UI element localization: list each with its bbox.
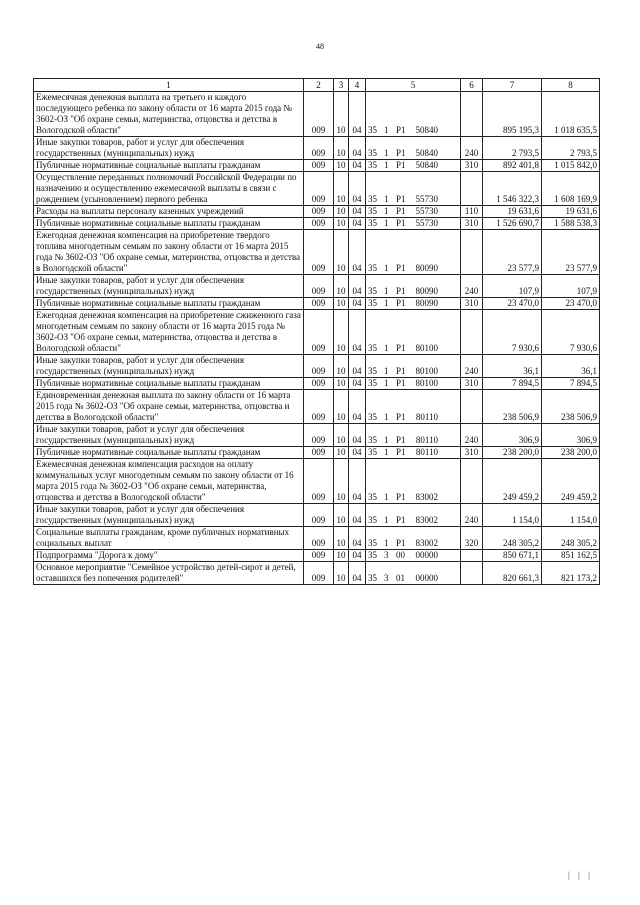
- amount-year2-cell: 821 173,2: [542, 562, 600, 585]
- expense-type-cell: 320: [461, 527, 483, 550]
- admin-code-cell: 009: [304, 562, 334, 585]
- admin-code-cell: 009: [304, 355, 334, 378]
- target-article-part: 1: [384, 435, 389, 445]
- admin-code-cell: 009: [304, 550, 334, 562]
- subsection-code-cell: 04: [349, 424, 366, 447]
- section-code-cell: 10: [334, 447, 349, 459]
- target-article-cell: [366, 298, 461, 310]
- expense-type-cell: [461, 92, 483, 137]
- target-article-part: Р1: [396, 447, 406, 457]
- target-article-part: 35: [368, 263, 377, 273]
- row-name-cell: Публичные нормативные социальные выплаты гражданам: [34, 160, 304, 172]
- target-article-part: 35: [368, 148, 377, 158]
- section-code-cell: 10: [334, 230, 349, 275]
- amount-year1-cell: 1 526 690,7: [483, 218, 542, 230]
- target-article-part: 3: [384, 573, 389, 583]
- expense-type-cell: 310: [461, 218, 483, 230]
- amount-year1-cell: 107,9: [483, 275, 542, 298]
- section-code-cell: 10: [334, 355, 349, 378]
- subsection-code-cell: 04: [349, 550, 366, 562]
- section-code-cell: 10: [334, 390, 349, 424]
- target-article-part: 35: [368, 343, 377, 353]
- subsection-code-cell: 04: [349, 92, 366, 137]
- target-article-part: 80100: [415, 343, 438, 353]
- target-article-part: 3: [384, 550, 389, 560]
- target-article-part: 35: [368, 218, 377, 228]
- section-code-cell: 10: [334, 218, 349, 230]
- target-article-part: 83002: [415, 538, 438, 548]
- header-cell: 2: [304, 79, 334, 92]
- admin-code-cell: 009: [304, 527, 334, 550]
- expense-type-cell: 240: [461, 137, 483, 160]
- admin-code-cell: 009: [304, 298, 334, 310]
- table-row: [34, 447, 600, 459]
- amount-year1-cell: 892 401,8: [483, 160, 542, 172]
- row-name-cell: Иные закупки товаров, работ и услуг для обеспечения государственных (муниципальных) нужд: [34, 275, 304, 298]
- target-article-part: 35: [368, 435, 377, 445]
- table-row: [34, 527, 600, 550]
- subsection-code-cell: 04: [349, 447, 366, 459]
- target-article-part: 55730: [415, 206, 438, 216]
- target-article-part: 80110: [415, 412, 438, 422]
- target-article-part: Р1: [396, 125, 406, 135]
- amount-year2-cell: 7 894,5: [542, 378, 600, 390]
- target-article-part: 80090: [415, 286, 438, 296]
- row-name-cell: Иные закупки товаров, работ и услуг для обеспечения государственных (муниципальных) нужд: [34, 424, 304, 447]
- section-code-cell: 10: [334, 92, 349, 137]
- expense-type-cell: 240: [461, 424, 483, 447]
- target-article-part: 50840: [415, 160, 438, 170]
- table-row: [34, 137, 600, 160]
- amount-year2-cell: 238 200,0: [542, 447, 600, 459]
- amount-year1-cell: 1 154,0: [483, 504, 542, 527]
- amount-year2-cell: 36,1: [542, 355, 600, 378]
- row-name-cell: Публичные нормативные социальные выплаты гражданам: [34, 218, 304, 230]
- section-code-cell: 10: [334, 310, 349, 355]
- amount-year2-cell: 1 588 538,3: [542, 218, 600, 230]
- target-article-part: Р1: [396, 435, 406, 445]
- row-name-cell: Иные закупки товаров, работ и услуг для обеспечения государственных (муниципальных) нужд: [34, 355, 304, 378]
- table-row: [34, 218, 600, 230]
- amount-year1-cell: 895 195,3: [483, 92, 542, 137]
- amount-year2-cell: 248 305,2: [542, 527, 600, 550]
- section-code-cell: 10: [334, 378, 349, 390]
- target-article-part: Р1: [396, 515, 406, 525]
- header-cell: 5: [366, 79, 461, 92]
- target-article-part: 1: [384, 343, 389, 353]
- target-article-part: 1: [384, 194, 389, 204]
- subsection-code-cell: 04: [349, 172, 366, 206]
- expense-type-cell: 310: [461, 447, 483, 459]
- target-article-part: 55730: [415, 194, 438, 204]
- table-row: [34, 424, 600, 447]
- amount-year1-cell: 238 506,9: [483, 390, 542, 424]
- table-row: [34, 504, 600, 527]
- target-article-part: 35: [368, 366, 377, 376]
- table-row: [34, 459, 600, 504]
- target-article-part: 35: [368, 550, 377, 560]
- section-code-cell: 10: [334, 562, 349, 585]
- subsection-code-cell: 04: [349, 504, 366, 527]
- header-cell: 3: [334, 79, 349, 92]
- expense-type-cell: 310: [461, 160, 483, 172]
- target-article-part: Р1: [396, 263, 406, 273]
- subsection-code-cell: 04: [349, 275, 366, 298]
- target-article-part: 00000: [415, 550, 438, 560]
- expense-type-cell: [461, 172, 483, 206]
- target-article-cell: [366, 137, 461, 160]
- admin-code-cell: 009: [304, 206, 334, 218]
- section-code-cell: 10: [334, 550, 349, 562]
- amount-year1-cell: 1 546 322,3: [483, 172, 542, 206]
- target-article-part: Р1: [396, 286, 406, 296]
- target-article-part: 01: [396, 573, 405, 583]
- target-article-part: 80110: [415, 447, 438, 457]
- amount-year2-cell: 238 506,9: [542, 390, 600, 424]
- target-article-part: 35: [368, 160, 377, 170]
- section-code-cell: 10: [334, 206, 349, 218]
- expense-type-cell: 240: [461, 275, 483, 298]
- target-article-part: 1: [384, 125, 389, 135]
- target-article-part: Р1: [396, 366, 406, 376]
- table-body: [34, 92, 600, 585]
- subsection-code-cell: 04: [349, 355, 366, 378]
- target-article-part: 80100: [415, 378, 438, 388]
- header-cell: 6: [461, 79, 483, 92]
- target-article-part: 35: [368, 298, 377, 308]
- admin-code-cell: 009: [304, 230, 334, 275]
- target-article-part: 35: [368, 412, 377, 422]
- amount-year2-cell: 1 015 842,0: [542, 160, 600, 172]
- row-name-cell: Публичные нормативные социальные выплаты гражданам: [34, 378, 304, 390]
- subsection-code-cell: 04: [349, 218, 366, 230]
- header-cell: 1: [34, 79, 304, 92]
- target-article-cell: [366, 172, 461, 206]
- target-article-part: 1: [384, 447, 389, 457]
- row-name-cell: Осуществление переданных полномочий Российской Федерации по назначению и осуществлению ежемесячной выплаты в связи с рождением (усыновлением) первого ребенка: [34, 172, 304, 206]
- target-article-part: 00: [396, 550, 405, 560]
- amount-year1-cell: 7 930,6: [483, 310, 542, 355]
- expense-type-cell: 240: [461, 504, 483, 527]
- amount-year1-cell: 2 793,5: [483, 137, 542, 160]
- section-code-cell: 10: [334, 527, 349, 550]
- target-article-part: 50840: [415, 125, 438, 135]
- section-code-cell: 10: [334, 275, 349, 298]
- table-header-row: [34, 79, 600, 92]
- target-article-part: 35: [368, 206, 377, 216]
- amount-year2-cell: 306,9: [542, 424, 600, 447]
- target-article-part: 35: [368, 194, 377, 204]
- amount-year2-cell: 23 577,9: [542, 230, 600, 275]
- amount-year1-cell: 36,1: [483, 355, 542, 378]
- header-cell: 8: [542, 79, 600, 92]
- target-article-cell: [366, 230, 461, 275]
- target-article-part: 1: [384, 298, 389, 308]
- amount-year2-cell: 2 793,5: [542, 137, 600, 160]
- expense-type-cell: 310: [461, 298, 483, 310]
- target-article-cell: [366, 527, 461, 550]
- admin-code-cell: 009: [304, 92, 334, 137]
- target-article-part: 1: [384, 378, 389, 388]
- target-article-part: 80090: [415, 263, 438, 273]
- target-article-part: Р1: [396, 218, 406, 228]
- target-article-part: 80090: [415, 298, 438, 308]
- section-code-cell: 10: [334, 504, 349, 527]
- budget-table: [33, 78, 600, 585]
- amount-year1-cell: 23 470,0: [483, 298, 542, 310]
- target-article-part: Р1: [396, 148, 406, 158]
- admin-code-cell: 009: [304, 218, 334, 230]
- admin-code-cell: 009: [304, 447, 334, 459]
- row-name-cell: Расходы на выплаты персоналу казенных учреждений: [34, 206, 304, 218]
- target-article-cell: [366, 310, 461, 355]
- target-article-part: 35: [368, 447, 377, 457]
- subsection-code-cell: 04: [349, 378, 366, 390]
- table-row: [34, 310, 600, 355]
- admin-code-cell: 009: [304, 310, 334, 355]
- target-article-part: 35: [368, 538, 377, 548]
- subsection-code-cell: 04: [349, 562, 366, 585]
- target-article-part: 35: [368, 378, 377, 388]
- target-article-part: Р1: [396, 160, 406, 170]
- admin-code-cell: 009: [304, 459, 334, 504]
- section-code-cell: 10: [334, 160, 349, 172]
- amount-year2-cell: 23 470,0: [542, 298, 600, 310]
- target-article-cell: [366, 562, 461, 585]
- table-row: [34, 378, 600, 390]
- amount-year1-cell: 850 671,1: [483, 550, 542, 562]
- row-name-cell: Ежегодная денежная компенсация на приобретение сжиженного газа многодетным семьям по закону области от 16 марта 2015 года № 3602-ОЗ "Об охране семьи, материнства, отцовства и детства в Вологодской области": [34, 310, 304, 355]
- target-article-part: 1: [384, 206, 389, 216]
- expense-type-cell: [461, 459, 483, 504]
- target-article-part: 1: [384, 148, 389, 158]
- target-article-part: Р1: [396, 206, 406, 216]
- row-name-cell: Подпрограмма "Дорога к дому": [34, 550, 304, 562]
- subsection-code-cell: 04: [349, 137, 366, 160]
- target-article-cell: [366, 206, 461, 218]
- admin-code-cell: 009: [304, 160, 334, 172]
- amount-year1-cell: 238 200,0: [483, 447, 542, 459]
- table-row: [34, 230, 600, 275]
- target-article-part: 55730: [415, 218, 438, 228]
- target-article-part: 80100: [415, 366, 438, 376]
- target-article-cell: [366, 390, 461, 424]
- header-cell: 4: [349, 79, 366, 92]
- amount-year1-cell: 249 459,2: [483, 459, 542, 504]
- target-article-part: 35: [368, 492, 377, 502]
- table-row: [34, 172, 600, 206]
- table-row: [34, 390, 600, 424]
- target-article-part: Р1: [396, 194, 406, 204]
- target-article-part: Р1: [396, 412, 406, 422]
- admin-code-cell: 009: [304, 378, 334, 390]
- target-article-part: 35: [368, 573, 377, 583]
- amount-year1-cell: 306,9: [483, 424, 542, 447]
- header-cell: 7: [483, 79, 542, 92]
- amount-year2-cell: 1 018 635,5: [542, 92, 600, 137]
- target-article-cell: [366, 504, 461, 527]
- row-name-cell: Публичные нормативные социальные выплаты гражданам: [34, 447, 304, 459]
- target-article-cell: [366, 218, 461, 230]
- expense-type-cell: [461, 562, 483, 585]
- target-article-part: 1: [384, 412, 389, 422]
- admin-code-cell: 009: [304, 275, 334, 298]
- target-article-cell: [366, 424, 461, 447]
- section-code-cell: 10: [334, 172, 349, 206]
- section-code-cell: 10: [334, 459, 349, 504]
- amount-year2-cell: 1 154,0: [542, 504, 600, 527]
- target-article-part: 1: [384, 160, 389, 170]
- target-article-part: Р1: [396, 343, 406, 353]
- table-row: [34, 355, 600, 378]
- target-article-part: 80110: [415, 435, 438, 445]
- target-article-cell: [366, 378, 461, 390]
- target-article-part: 83002: [415, 515, 438, 525]
- table-row: [34, 550, 600, 562]
- row-name-cell: Ежемесячная денежная компенсация расходов на оплату коммунальных услуг многодетным семьям по закону области от 16 марта 2015 года № 3602-ОЗ "Об охране семьи, материнства, отцовства и детства в Вологодской области": [34, 459, 304, 504]
- target-article-part: 35: [368, 286, 377, 296]
- amount-year2-cell: 1 608 169,9: [542, 172, 600, 206]
- subsection-code-cell: 04: [349, 206, 366, 218]
- amount-year2-cell: 107,9: [542, 275, 600, 298]
- row-name-cell: Ежемесячная денежная выплата на третьего и каждого последующего ребенка по закону области от 16 марта 2015 года № 3602-ОЗ "Об охране семьи, материнства, отцовства и детства в Вологодской области": [34, 92, 304, 137]
- target-article-part: Р1: [396, 538, 406, 548]
- subsection-code-cell: 04: [349, 459, 366, 504]
- amount-year1-cell: 820 661,3: [483, 562, 542, 585]
- expense-type-cell: 310: [461, 378, 483, 390]
- table-row: [34, 92, 600, 137]
- row-name-cell: Единовременная денежная выплата по закону области от 16 марта 2015 года № 3602-ОЗ "Об охране семьи, материнства, отцовства и детства в Вологодской области": [34, 390, 304, 424]
- target-article-part: 1: [384, 492, 389, 502]
- target-article-cell: [366, 459, 461, 504]
- amount-year1-cell: 19 631,6: [483, 206, 542, 218]
- admin-code-cell: 009: [304, 424, 334, 447]
- row-name-cell: Ежегодная денежная компенсация на приобретение твердого топлива многодетным семьям по закону области от 16 марта 2015 года № 3602-ОЗ "Об охране семьи, материнства, отцовства и детства в Вологодской области": [34, 230, 304, 275]
- row-name-cell: Основное мероприятие "Семейное устройство детей-сирот и детей, оставшихся без попечения родителей": [34, 562, 304, 585]
- row-name-cell: Иные закупки товаров, работ и услуг для обеспечения государственных (муниципальных) нужд: [34, 504, 304, 527]
- subsection-code-cell: 04: [349, 310, 366, 355]
- table-row: [34, 160, 600, 172]
- target-article-part: 83002: [415, 492, 438, 502]
- subsection-code-cell: 04: [349, 390, 366, 424]
- admin-code-cell: 009: [304, 172, 334, 206]
- amount-year2-cell: 19 631,6: [542, 206, 600, 218]
- target-article-part: 1: [384, 218, 389, 228]
- target-article-part: 35: [368, 515, 377, 525]
- subsection-code-cell: 04: [349, 230, 366, 275]
- amount-year1-cell: 248 305,2: [483, 527, 542, 550]
- target-article-part: 1: [384, 286, 389, 296]
- target-article-part: 1: [384, 366, 389, 376]
- page-number: 48: [316, 42, 324, 51]
- expense-type-cell: 240: [461, 355, 483, 378]
- amount-year2-cell: 249 459,2: [542, 459, 600, 504]
- target-article-cell: [366, 160, 461, 172]
- subsection-code-cell: 04: [349, 298, 366, 310]
- subsection-code-cell: 04: [349, 160, 366, 172]
- expense-type-cell: [461, 390, 483, 424]
- target-article-part: Р1: [396, 378, 406, 388]
- expense-type-cell: [461, 310, 483, 355]
- expense-type-cell: [461, 550, 483, 562]
- row-name-cell: Публичные нормативные социальные выплаты гражданам: [34, 298, 304, 310]
- target-article-part: 1: [384, 263, 389, 273]
- target-article-part: 1: [384, 538, 389, 548]
- amount-year1-cell: 7 894,5: [483, 378, 542, 390]
- admin-code-cell: 009: [304, 137, 334, 160]
- target-article-part: Р1: [396, 492, 406, 502]
- target-article-cell: [366, 355, 461, 378]
- target-article-cell: [366, 92, 461, 137]
- table-row: [34, 275, 600, 298]
- target-article-part: 50840: [415, 148, 438, 158]
- amount-year2-cell: 7 930,6: [542, 310, 600, 355]
- bottom-mark: | | |: [568, 870, 593, 880]
- target-article-cell: [366, 550, 461, 562]
- section-code-cell: 10: [334, 298, 349, 310]
- section-code-cell: 10: [334, 424, 349, 447]
- target-article-part: Р1: [396, 298, 406, 308]
- target-article-part: 35: [368, 125, 377, 135]
- table-row: [34, 298, 600, 310]
- section-code-cell: 10: [334, 137, 349, 160]
- row-name-cell: Социальные выплаты гражданам, кроме публичных нормативных социальных выплат: [34, 527, 304, 550]
- table-row: [34, 206, 600, 218]
- table-row: [34, 562, 600, 585]
- target-article-cell: [366, 447, 461, 459]
- admin-code-cell: 009: [304, 504, 334, 527]
- expense-type-cell: [461, 230, 483, 275]
- target-article-part: 1: [384, 515, 389, 525]
- target-article-cell: [366, 275, 461, 298]
- row-name-cell: Иные закупки товаров, работ и услуг для обеспечения государственных (муниципальных) нужд: [34, 137, 304, 160]
- amount-year2-cell: 851 162,5: [542, 550, 600, 562]
- admin-code-cell: 009: [304, 390, 334, 424]
- amount-year1-cell: 23 577,9: [483, 230, 542, 275]
- expense-type-cell: 110: [461, 206, 483, 218]
- target-article-part: 00000: [415, 573, 438, 583]
- subsection-code-cell: 04: [349, 527, 366, 550]
